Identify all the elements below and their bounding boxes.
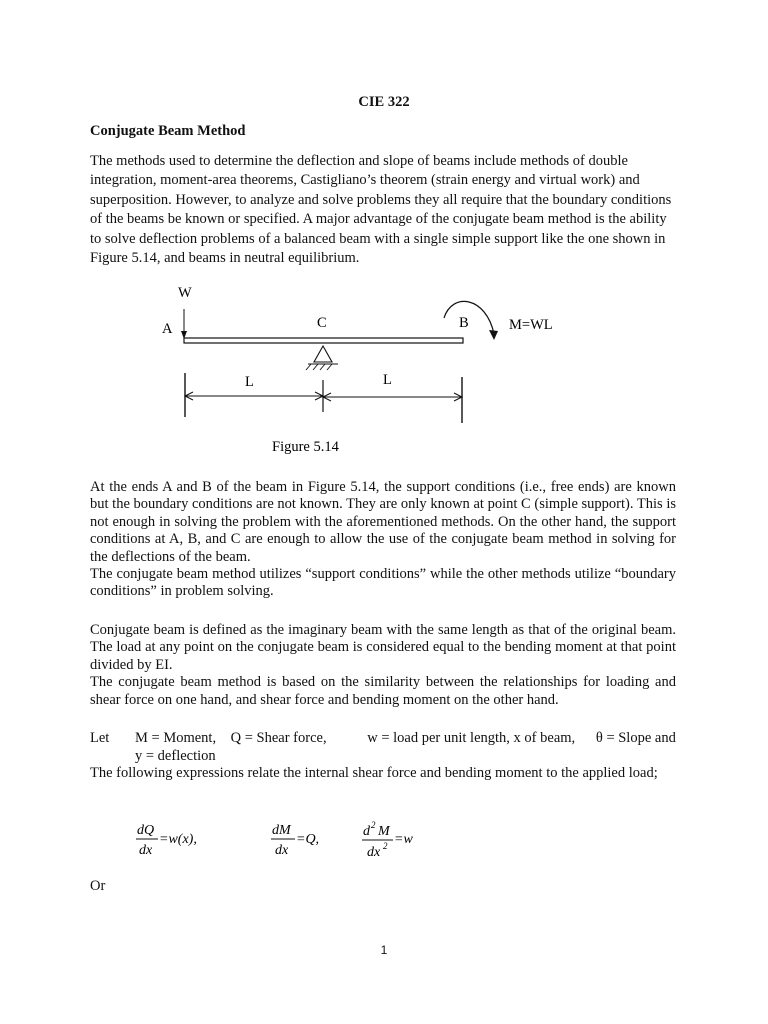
or-text: Or	[90, 878, 106, 894]
let-slope: θ = Slope and	[595, 730, 676, 746]
load-label: W	[178, 285, 192, 301]
course-code: CIE 322	[358, 94, 410, 110]
expressions-paragraph: The following expressions relate the internal shear force and bending moment to the applied load;	[90, 765, 658, 781]
definition-text: Conjugate beam is defined as the imaginary beam with the same length as that of the original beam. The load at any point on the conjugate beam is considered equal to the bending moment at that point divided by EI.	[90, 622, 676, 673]
similarity-text: The conjugate beam method is based on the similarity between the relationships for loading and shear force on one hand, and shear force and bending moment on the other hand.	[90, 674, 676, 708]
let-shear: Q = Shear force,	[230, 730, 327, 746]
eq1-rhs: =w(x),	[159, 832, 197, 847]
let-label: Let	[90, 730, 110, 746]
let-load: w = load per unit length, x of beam,	[367, 730, 576, 746]
eq3-numerator-d: d	[363, 824, 370, 839]
point-c-label: C	[317, 315, 327, 331]
figure-caption: Figure 5.14	[272, 439, 339, 455]
let-moment: M = Moment,	[135, 730, 217, 746]
pin-support	[314, 346, 332, 362]
moment-arc	[444, 301, 494, 334]
beam-figure	[0, 0, 768, 470]
eq3-denominator-exp: 2	[383, 841, 388, 851]
eq2-denominator: dx	[275, 843, 289, 858]
eq3-numerator-m: M	[378, 824, 390, 839]
intro-paragraph: The methods used to determine the deflection and slope of beams include methods of double integration, moment-area theorems, Castigliano’s theorem (strain energy and virtual work) and superposition. However, to analyze and solve problems they all require that the boundary conditions of the beams be known or specified. A major advantage of the conjugate beam method is the ability to solve deflection problems of a balanced beam with a single simple support like the one shown in Figure 5.14, and beams in neutral equilibrium.	[90, 153, 672, 267]
moment-arrow-head	[489, 330, 498, 340]
definition-paragraph	[90, 622, 676, 709]
eq2-rhs: =Q,	[296, 832, 320, 847]
support-conditions-text: The conjugate beam method utilizes “support conditions” while the other methods utilize “boundary conditions” in problem solving.	[90, 566, 676, 600]
span-left-label: L	[245, 374, 254, 390]
eq3-numerator-exp: 2	[371, 820, 376, 830]
section-title: Conjugate Beam Method	[90, 123, 246, 139]
beam	[184, 338, 463, 343]
moment-label: M=WL	[509, 317, 553, 333]
eq3-denominator: dx	[367, 845, 381, 860]
page-number: 1	[380, 943, 388, 957]
ends-paragraph	[90, 479, 676, 601]
eq1-numerator: dQ	[137, 823, 155, 838]
ends-text: At the ends A and B of the beam in Figure 5.14, the support conditions (i.e., free ends) are known but the boundary conditions are not known. They are only known at point C (simple support). This is not enough in solving the problem with the aforementioned methods. On the other hand, the support conditions at A, B, and C are enough to allow the use of the conjugate beam method in solving for the deflections of the beam.	[90, 479, 676, 565]
point-b-label: B	[459, 315, 469, 331]
let-deflection: y = deflection	[135, 748, 216, 764]
eq2-numerator: dM	[272, 823, 291, 838]
eq1-denominator: dx	[139, 843, 153, 858]
span-right-label: L	[383, 372, 392, 388]
point-a-label: A	[162, 321, 173, 337]
equations	[0, 810, 768, 870]
eq3-rhs: =w	[394, 832, 413, 847]
